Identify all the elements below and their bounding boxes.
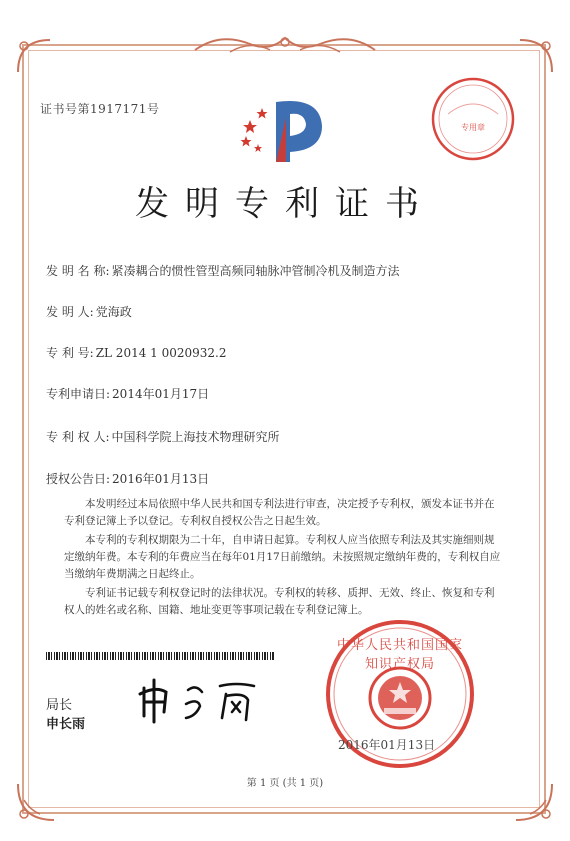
certificate-title: 发明专利证书 bbox=[135, 184, 435, 224]
special-seal-icon bbox=[428, 74, 518, 164]
certificate-number: 证书号第1917171号 bbox=[40, 102, 160, 116]
field-label: 发 明 名 称: bbox=[46, 264, 110, 278]
field-value: 紧凑耦合的惯性管型高频同轴脉冲管制冷机及制造方法 bbox=[111, 264, 400, 278]
field-label: 发 明 人: bbox=[46, 305, 94, 319]
corner-ornament-top-left-icon bbox=[14, 36, 54, 76]
field-value: ZL 2014 1 0020932.2 bbox=[95, 346, 227, 360]
special-seal bbox=[428, 74, 518, 164]
patent-office-logo-icon bbox=[236, 92, 332, 166]
field-label: 专 利 权 人: bbox=[46, 430, 110, 444]
field-inventor bbox=[46, 303, 132, 320]
field-value: 党海政 bbox=[95, 305, 132, 319]
paragraph-legal-status: 专利证书记载专利权登记时的法律状况。专利权的转移、质押、无效、终止、恢复和专利权人的姓名或名称、国籍、地址变更等事项记载在专利登记簿上。 bbox=[64, 587, 495, 616]
paragraph-term-statement: 本专利的专利权期限为二十年，自申请日起算。专利权人应当依照专利法及其实施细则规定缴纳年费。本专利的年费应当在每年01月17日前缴纳。未按照规定缴纳年费的，专利权自应当缴纳年费期满之日起终止。 bbox=[64, 534, 501, 580]
top-ornament-icon bbox=[190, 30, 380, 58]
official-seal-text: 中华人民共和国国家知识产权局 bbox=[336, 638, 463, 672]
barcode bbox=[46, 652, 274, 660]
paragraph-grant-statement: 本发明经过本局依照中华人民共和国专利法进行审查，决定授予专利权，颁发本证书并在专利登记簿上予以登记。专利权自授权公告之日起生效。 bbox=[64, 498, 495, 527]
corner-ornament-top-right-icon bbox=[516, 36, 556, 76]
field-value: 2016年01月13日 bbox=[112, 472, 210, 486]
field-patentee bbox=[46, 428, 280, 445]
special-seal-text: 专用章 bbox=[461, 123, 485, 132]
page-number: 第 1 页 (共 1 页) bbox=[246, 778, 324, 789]
director-title: 局长 bbox=[46, 698, 73, 713]
grant-date: 2016年01月13日 bbox=[338, 738, 436, 752]
field-label: 授权公告日: bbox=[46, 472, 111, 486]
field-label: 专 利 号: bbox=[46, 346, 94, 360]
field-label: 专利申请日: bbox=[46, 387, 111, 401]
field-application-date bbox=[46, 385, 209, 402]
field-invention-name bbox=[46, 262, 400, 279]
director-name: 申长雨 bbox=[46, 717, 86, 732]
field-patent-number bbox=[46, 344, 227, 361]
field-value: 2014年01月17日 bbox=[112, 387, 210, 401]
field-value: 中国科学院上海技术物理研究所 bbox=[111, 430, 280, 444]
director-signature-icon bbox=[136, 676, 266, 726]
field-grant-date bbox=[46, 470, 209, 487]
